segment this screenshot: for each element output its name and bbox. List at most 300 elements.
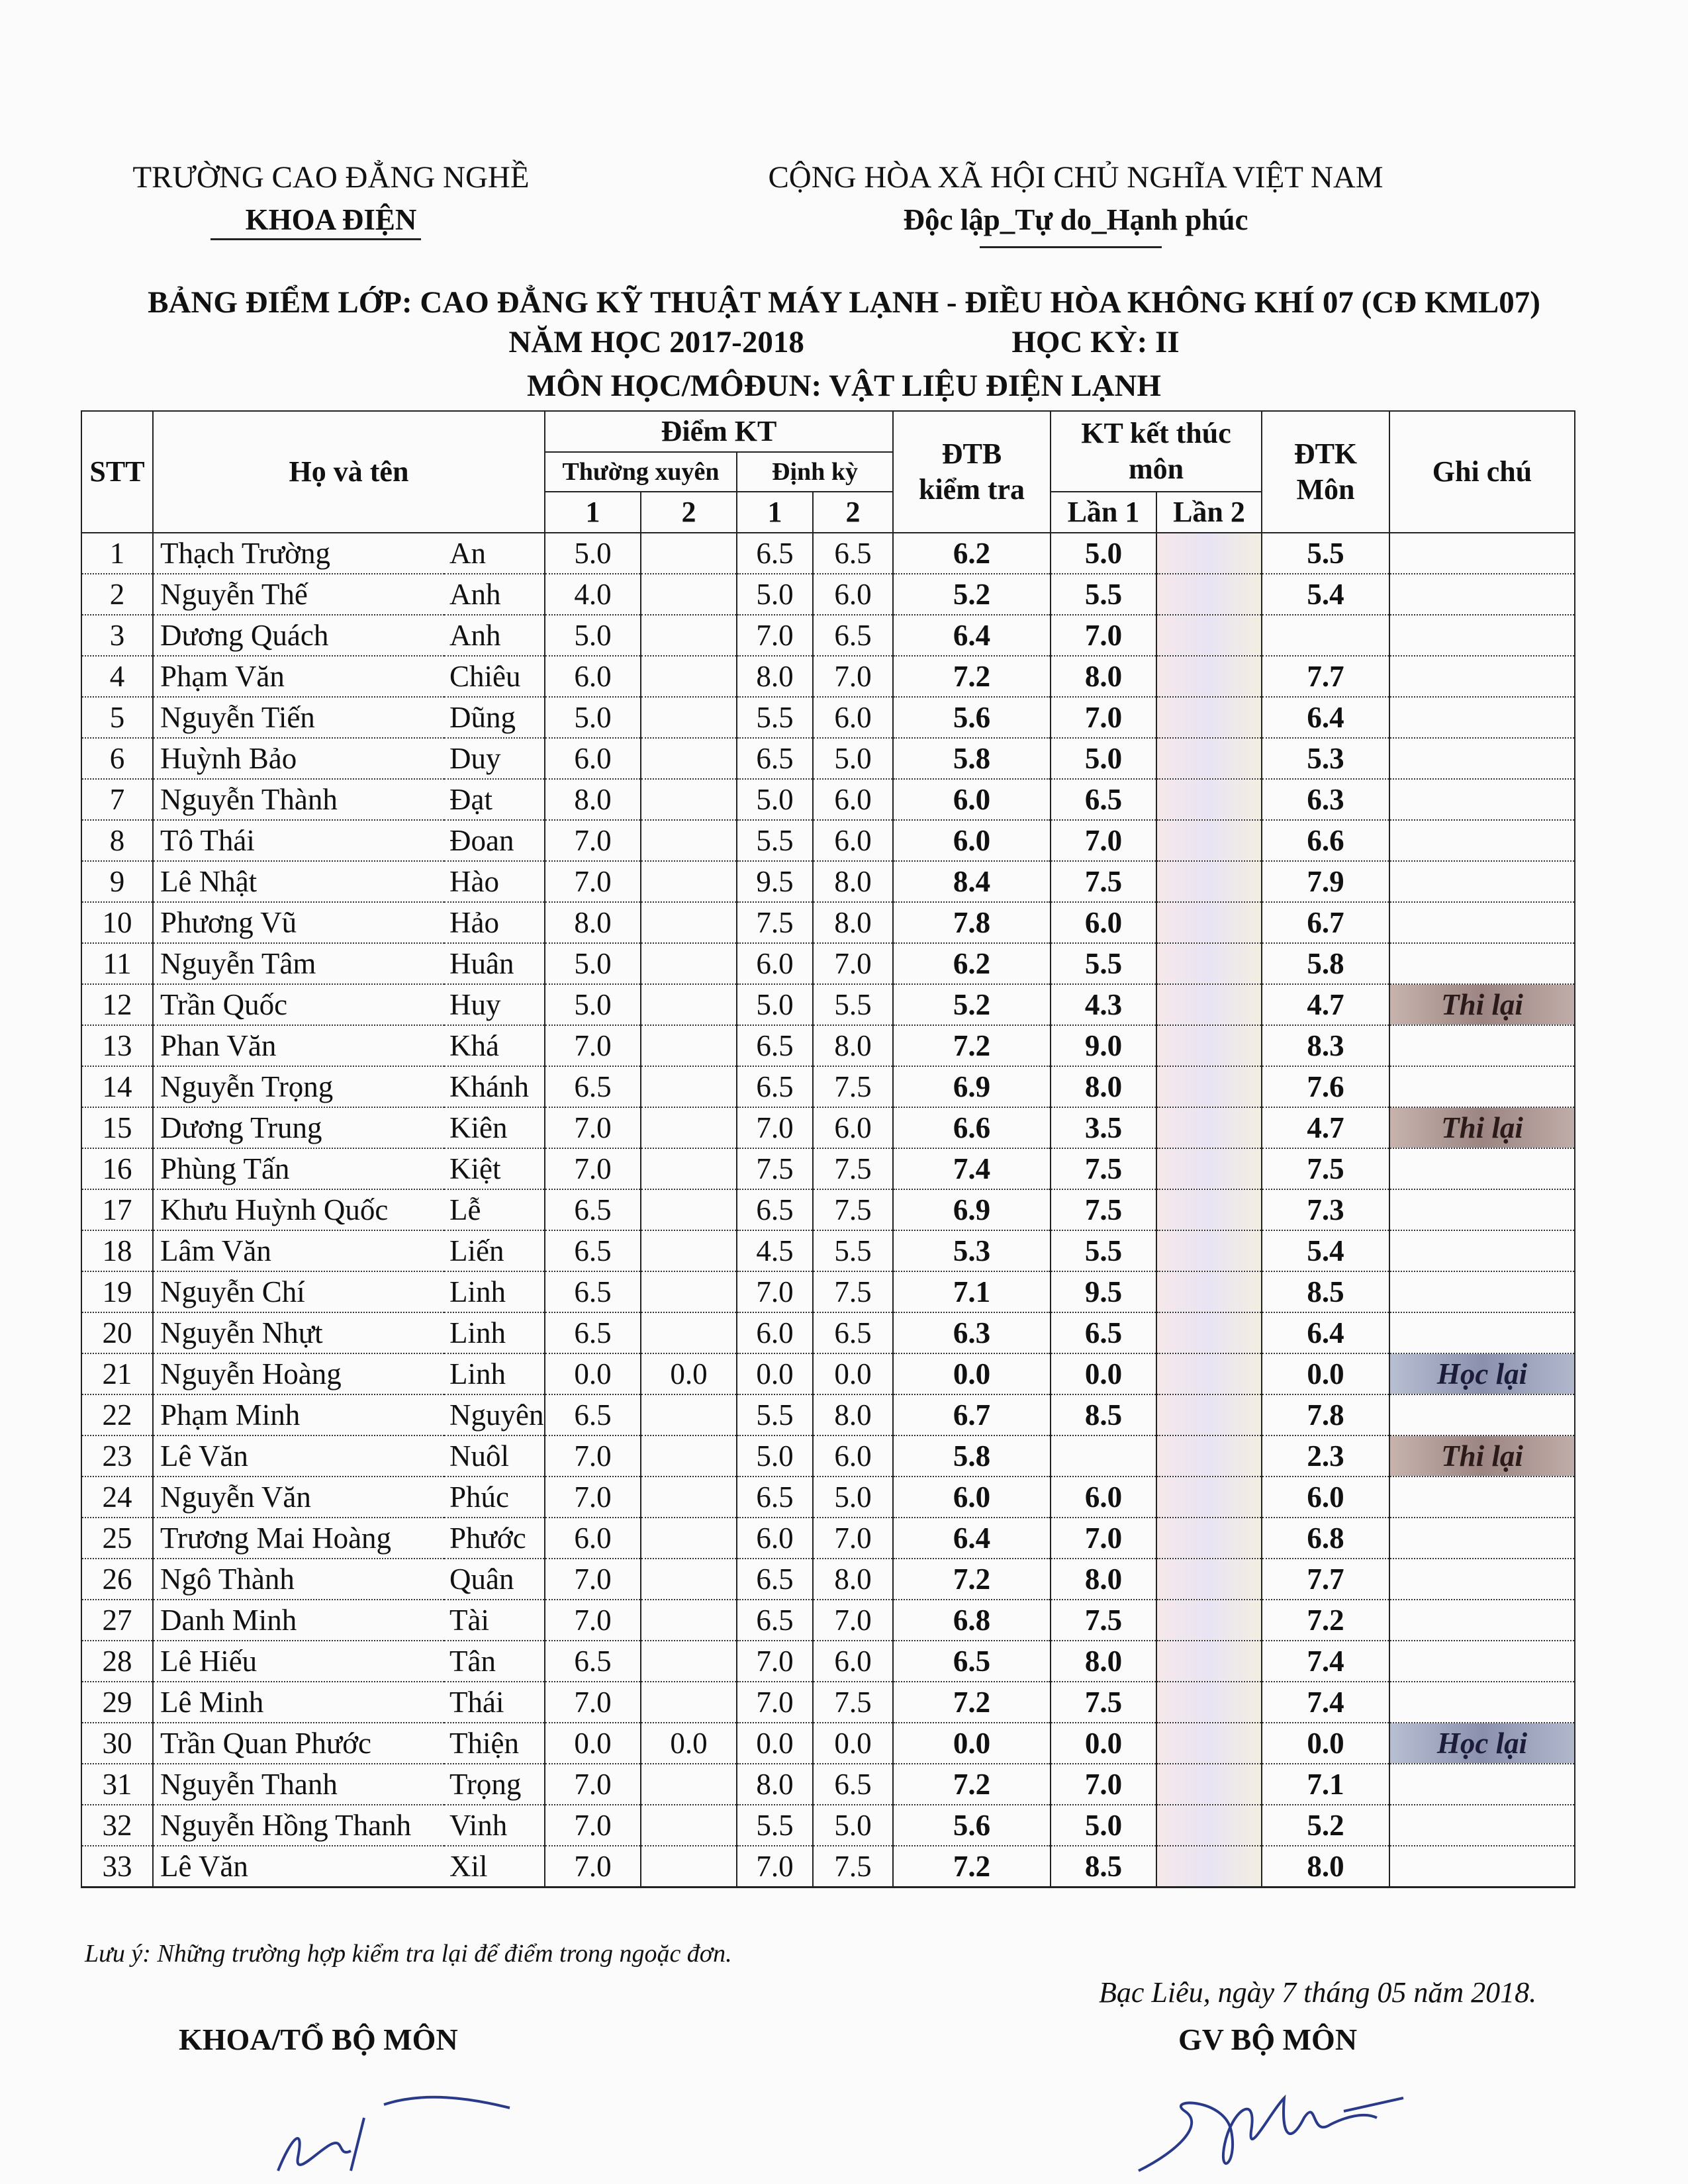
school-year: NĂM HỌC 2017-2018 xyxy=(508,325,804,359)
table-row xyxy=(81,656,1575,697)
cell-note xyxy=(1389,533,1575,574)
cell-dtk: 7.8 xyxy=(1262,1394,1389,1435)
cell-dtb: 7.2 xyxy=(893,1682,1051,1723)
cell-lan-1: 7.5 xyxy=(1051,1189,1156,1230)
left-signature xyxy=(252,2078,583,2184)
cell-given-name: Dũng xyxy=(444,697,545,738)
cell-dtb: 7.4 xyxy=(893,1148,1051,1189)
cell-dk-1: 4.5 xyxy=(737,1230,813,1271)
cell-stt: 22 xyxy=(81,1394,153,1435)
cell-dtb: 6.3 xyxy=(893,1312,1051,1353)
cell-dk-2: 7.5 xyxy=(813,1271,893,1312)
table-row xyxy=(81,1394,1575,1435)
cell-surname: Tô Thái xyxy=(153,820,444,861)
cell-tx-2 xyxy=(641,861,737,902)
cell-dtb: 6.4 xyxy=(893,615,1051,656)
cell-dtk: 6.6 xyxy=(1262,820,1389,861)
cell-lan-2 xyxy=(1156,1600,1262,1641)
cell-surname: Trần Quan Phước xyxy=(153,1723,444,1764)
cell-dk-2: 6.0 xyxy=(813,697,893,738)
cell-dtk: 7.3 xyxy=(1262,1189,1389,1230)
header-name: Họ và tên xyxy=(153,411,545,533)
cell-dtb: 7.1 xyxy=(893,1271,1051,1312)
cell-stt: 17 xyxy=(81,1189,153,1230)
cell-given-name: Liến xyxy=(444,1230,545,1271)
cell-surname: Nguyễn Thanh xyxy=(153,1764,444,1805)
cell-tx-1: 6.5 xyxy=(545,1394,641,1435)
cell-given-name: Lễ xyxy=(444,1189,545,1230)
cell-tx-2 xyxy=(641,1559,737,1600)
cell-dtb: 6.8 xyxy=(893,1600,1051,1641)
republic-name: CỘNG HÒA XÃ HỘI CHỦ NGHĨA VIỆT NAM xyxy=(768,160,1383,195)
cell-dk-2: 6.5 xyxy=(813,1764,893,1805)
cell-dk-1: 5.0 xyxy=(737,574,813,615)
cell-lan-2 xyxy=(1156,1353,1262,1394)
cell-stt: 13 xyxy=(81,1025,153,1066)
cell-tx-2 xyxy=(641,656,737,697)
cell-lan-1: 7.5 xyxy=(1051,1148,1156,1189)
cell-tx-2 xyxy=(641,943,737,984)
cell-lan-2 xyxy=(1156,820,1262,861)
header-kt-ket-thuc xyxy=(1051,411,1262,492)
cell-dtb: 5.6 xyxy=(893,1805,1051,1846)
cell-given-name: Quân xyxy=(444,1559,545,1600)
table-row xyxy=(81,1600,1575,1641)
cell-stt: 5 xyxy=(81,697,153,738)
cell-tx-1: 7.0 xyxy=(545,1682,641,1723)
cell-dk-1: 6.5 xyxy=(737,1477,813,1518)
cell-lan-1: 6.0 xyxy=(1051,1477,1156,1518)
header-dinh-ky: Định kỳ xyxy=(737,452,893,492)
cell-tx-1: 8.0 xyxy=(545,902,641,943)
cell-tx-2 xyxy=(641,779,737,820)
header-dtb-line2: kiểm tra xyxy=(918,473,1025,506)
cell-tx-2 xyxy=(641,1641,737,1682)
cell-tx-1: 6.0 xyxy=(545,738,641,779)
cell-dk-1: 6.5 xyxy=(737,738,813,779)
cell-lan-2 xyxy=(1156,779,1262,820)
cell-lan-2 xyxy=(1156,1518,1262,1559)
cell-note xyxy=(1389,656,1575,697)
table-row xyxy=(81,1271,1575,1312)
cell-stt: 25 xyxy=(81,1518,153,1559)
semester: HỌC KỲ: II xyxy=(1011,325,1180,359)
cell-dtk: 2.3 xyxy=(1262,1435,1389,1477)
cell-lan-1 xyxy=(1051,1435,1156,1477)
table-row xyxy=(81,943,1575,984)
header-lan-1: Lần 1 xyxy=(1051,492,1156,533)
cell-surname: Lê Minh xyxy=(153,1682,444,1723)
cell-dk-2: 5.5 xyxy=(813,984,893,1025)
cell-dk-2: 6.0 xyxy=(813,1107,893,1148)
cell-dk-1: 6.0 xyxy=(737,943,813,984)
cell-note: Thi lại xyxy=(1389,1435,1575,1477)
cell-dk-1: 7.0 xyxy=(737,1107,813,1148)
cell-note xyxy=(1389,1271,1575,1312)
cell-surname: Nguyễn Trọng xyxy=(153,1066,444,1107)
cell-given-name: Tân xyxy=(444,1641,545,1682)
cell-lan-2 xyxy=(1156,1066,1262,1107)
cell-surname: Trần Quốc xyxy=(153,984,444,1025)
cell-note xyxy=(1389,820,1575,861)
cell-tx-1: 6.5 xyxy=(545,1066,641,1107)
cell-tx-2: 0.0 xyxy=(641,1353,737,1394)
cell-lan-1: 8.5 xyxy=(1051,1846,1156,1888)
cell-dtb: 5.2 xyxy=(893,574,1051,615)
cell-dk-2: 0.0 xyxy=(813,1723,893,1764)
cell-dtb: 0.0 xyxy=(893,1353,1051,1394)
cell-dk-1: 5.5 xyxy=(737,1394,813,1435)
cell-dtb: 6.6 xyxy=(893,1107,1051,1148)
cell-dk-1: 8.0 xyxy=(737,656,813,697)
cell-dk-1: 0.0 xyxy=(737,1723,813,1764)
cell-given-name: Thiện xyxy=(444,1723,545,1764)
cell-stt: 16 xyxy=(81,1148,153,1189)
cell-tx-1: 7.0 xyxy=(545,1148,641,1189)
cell-dk-2: 6.0 xyxy=(813,1641,893,1682)
cell-given-name: Xil xyxy=(444,1846,545,1888)
table-row xyxy=(81,1518,1575,1559)
cell-lan-2 xyxy=(1156,861,1262,902)
cell-dtk: 6.0 xyxy=(1262,1477,1389,1518)
cell-dtk: 6.4 xyxy=(1262,697,1389,738)
cell-tx-2 xyxy=(641,1394,737,1435)
cell-dk-1: 6.5 xyxy=(737,1600,813,1641)
cell-dtk: 8.0 xyxy=(1262,1846,1389,1888)
cell-lan-1: 7.5 xyxy=(1051,861,1156,902)
cell-stt: 32 xyxy=(81,1805,153,1846)
cell-dk-2: 8.0 xyxy=(813,1025,893,1066)
cell-dtb: 6.0 xyxy=(893,1477,1051,1518)
cell-dtk: 6.3 xyxy=(1262,779,1389,820)
cell-stt: 29 xyxy=(81,1682,153,1723)
header-dtk-line2: Môn xyxy=(1296,473,1355,506)
cell-given-name: Linh xyxy=(444,1271,545,1312)
cell-dtk: 7.4 xyxy=(1262,1641,1389,1682)
cell-lan-1: 7.5 xyxy=(1051,1682,1156,1723)
cell-surname: Khưu Huỳnh Quốc xyxy=(153,1189,444,1230)
cell-dk-2: 7.0 xyxy=(813,943,893,984)
cell-dk-1: 5.0 xyxy=(737,779,813,820)
cell-dk-1: 0.0 xyxy=(737,1353,813,1394)
cell-surname: Lê Văn xyxy=(153,1435,444,1477)
cell-surname: Thạch Trường xyxy=(153,533,444,574)
cell-lan-1: 5.5 xyxy=(1051,943,1156,984)
cell-lan-2 xyxy=(1156,1641,1262,1682)
cell-lan-1: 6.5 xyxy=(1051,779,1156,820)
cell-lan-1: 5.5 xyxy=(1051,574,1156,615)
cell-dtk: 7.2 xyxy=(1262,1600,1389,1641)
cell-surname: Phương Vũ xyxy=(153,902,444,943)
cell-tx-2 xyxy=(641,1764,737,1805)
cell-tx-1: 7.0 xyxy=(545,1477,641,1518)
cell-lan-1: 6.5 xyxy=(1051,1312,1156,1353)
cell-tx-2 xyxy=(641,533,737,574)
cell-lan-2 xyxy=(1156,697,1262,738)
cell-dk-1: 5.0 xyxy=(737,1435,813,1477)
cell-lan-1: 6.0 xyxy=(1051,902,1156,943)
cell-surname: Phạm Văn xyxy=(153,656,444,697)
cell-tx-1: 6.5 xyxy=(545,1230,641,1271)
cell-given-name: Chiêu xyxy=(444,656,545,697)
cell-tx-1: 7.0 xyxy=(545,1025,641,1066)
table-row xyxy=(81,1066,1575,1107)
cell-surname: Nguyễn Tiến xyxy=(153,697,444,738)
cell-tx-2 xyxy=(641,697,737,738)
cell-tx-2 xyxy=(641,1477,737,1518)
cell-lan-2 xyxy=(1156,1394,1262,1435)
cell-lan-1: 8.0 xyxy=(1051,1066,1156,1107)
cell-dk-1: 7.5 xyxy=(737,902,813,943)
cell-given-name: Đạt xyxy=(444,779,545,820)
cell-note: Học lại xyxy=(1389,1353,1575,1394)
cell-tx-2 xyxy=(641,1600,737,1641)
cell-dk-2: 6.5 xyxy=(813,1312,893,1353)
cell-dtk: 4.7 xyxy=(1262,1107,1389,1148)
cell-note xyxy=(1389,1682,1575,1723)
cell-tx-1: 7.0 xyxy=(545,1107,641,1148)
cell-given-name: Huy xyxy=(444,984,545,1025)
cell-lan-1: 8.0 xyxy=(1051,1559,1156,1600)
cell-dtb: 0.0 xyxy=(893,1723,1051,1764)
cell-tx-1: 5.0 xyxy=(545,943,641,984)
cell-given-name: Thái xyxy=(444,1682,545,1723)
cell-tx-2 xyxy=(641,1066,737,1107)
cell-dk-2: 5.0 xyxy=(813,738,893,779)
cell-given-name: Tài xyxy=(444,1600,545,1641)
cell-lan-2 xyxy=(1156,1148,1262,1189)
table-row xyxy=(81,902,1575,943)
cell-surname: Trương Mai Hoàng xyxy=(153,1518,444,1559)
cell-stt: 21 xyxy=(81,1353,153,1394)
cell-given-name: Kiên xyxy=(444,1107,545,1148)
cell-dk-2: 8.0 xyxy=(813,1559,893,1600)
cell-dtb: 5.3 xyxy=(893,1230,1051,1271)
cell-surname: Phùng Tấn xyxy=(153,1148,444,1189)
table-row xyxy=(81,1148,1575,1189)
national-header xyxy=(728,156,1423,241)
table-row xyxy=(81,1764,1575,1805)
cell-dk-2: 5.0 xyxy=(813,1477,893,1518)
cell-dtb: 5.8 xyxy=(893,1435,1051,1477)
header-tx-2: 2 xyxy=(641,492,737,533)
cell-tx-1: 8.0 xyxy=(545,779,641,820)
header-kt-line1: KT kết thúc xyxy=(1081,417,1231,449)
cell-given-name: Hào xyxy=(444,861,545,902)
cell-stt: 14 xyxy=(81,1066,153,1107)
cell-surname: Lê Văn xyxy=(153,1846,444,1888)
cell-stt: 11 xyxy=(81,943,153,984)
cell-tx-2 xyxy=(641,1846,737,1888)
cell-stt: 33 xyxy=(81,1846,153,1888)
cell-surname: Nguyễn Hồng Thanh xyxy=(153,1805,444,1846)
cell-surname: Ngô Thành xyxy=(153,1559,444,1600)
table-header xyxy=(81,411,1575,533)
cell-note xyxy=(1389,943,1575,984)
cell-note xyxy=(1389,615,1575,656)
cell-stt: 4 xyxy=(81,656,153,697)
cell-lan-1: 0.0 xyxy=(1051,1723,1156,1764)
cell-lan-2 xyxy=(1156,902,1262,943)
cell-tx-2 xyxy=(641,1230,737,1271)
cell-surname: Phan Văn xyxy=(153,1025,444,1066)
cell-dtk: 6.7 xyxy=(1262,902,1389,943)
cell-given-name: Nguyên xyxy=(444,1394,545,1435)
table-row xyxy=(81,1189,1575,1230)
cell-dk-1: 6.5 xyxy=(737,1189,813,1230)
cell-dtb: 6.5 xyxy=(893,1641,1051,1682)
cell-lan-2 xyxy=(1156,738,1262,779)
cell-dtk: 5.3 xyxy=(1262,738,1389,779)
department-underline xyxy=(211,238,421,240)
cell-dtb: 7.2 xyxy=(893,1025,1051,1066)
school-header xyxy=(79,156,583,241)
cell-dtb: 8.4 xyxy=(893,861,1051,902)
cell-lan-1: 5.0 xyxy=(1051,738,1156,779)
cell-dtk: 5.5 xyxy=(1262,533,1389,574)
cell-surname: Nguyễn Nhựt xyxy=(153,1312,444,1353)
cell-tx-2 xyxy=(641,1025,737,1066)
cell-given-name: Phước xyxy=(444,1518,545,1559)
cell-dtk: 0.0 xyxy=(1262,1353,1389,1394)
cell-given-name: An xyxy=(444,533,545,574)
cell-note xyxy=(1389,1477,1575,1518)
cell-given-name: Khá xyxy=(444,1025,545,1066)
cell-tx-1: 7.0 xyxy=(545,1435,641,1477)
cell-tx-2 xyxy=(641,1805,737,1846)
cell-given-name: Nuôl xyxy=(444,1435,545,1477)
cell-dk-1: 5.5 xyxy=(737,820,813,861)
cell-stt: 3 xyxy=(81,615,153,656)
cell-dtk: 5.2 xyxy=(1262,1805,1389,1846)
cell-note xyxy=(1389,1312,1575,1353)
cell-dk-2: 7.0 xyxy=(813,1518,893,1559)
cell-lan-2 xyxy=(1156,984,1262,1025)
cell-given-name: Anh xyxy=(444,574,545,615)
cell-note xyxy=(1389,1148,1575,1189)
cell-lan-1: 4.3 xyxy=(1051,984,1156,1025)
cell-lan-2 xyxy=(1156,615,1262,656)
cell-dk-2: 7.0 xyxy=(813,656,893,697)
table-row xyxy=(81,1846,1575,1888)
cell-lan-2 xyxy=(1156,943,1262,984)
cell-given-name: Trọng xyxy=(444,1764,545,1805)
cell-lan-1: 8.5 xyxy=(1051,1394,1156,1435)
table-row xyxy=(81,1477,1575,1518)
cell-given-name: Đoan xyxy=(444,820,545,861)
cell-tx-2: 0.0 xyxy=(641,1723,737,1764)
cell-lan-2 xyxy=(1156,1805,1262,1846)
cell-dtb: 6.0 xyxy=(893,779,1051,820)
cell-lan-1: 7.5 xyxy=(1051,1600,1156,1641)
cell-lan-1: 8.0 xyxy=(1051,656,1156,697)
cell-lan-1: 9.5 xyxy=(1051,1271,1156,1312)
header-diem-kt: Điểm KT xyxy=(545,411,893,452)
cell-stt: 1 xyxy=(81,533,153,574)
cell-dtk: 7.6 xyxy=(1262,1066,1389,1107)
cell-given-name: Huân xyxy=(444,943,545,984)
table-row xyxy=(81,697,1575,738)
cell-tx-1: 7.0 xyxy=(545,861,641,902)
cell-note xyxy=(1389,1600,1575,1641)
cell-tx-1: 4.0 xyxy=(545,574,641,615)
cell-dk-1: 7.0 xyxy=(737,1271,813,1312)
header-lan-2: Lần 2 xyxy=(1156,492,1262,533)
cell-dtb: 6.9 xyxy=(893,1189,1051,1230)
table-row xyxy=(81,615,1575,656)
cell-dk-2: 6.0 xyxy=(813,574,893,615)
cell-dk-1: 7.5 xyxy=(737,1148,813,1189)
cell-tx-1: 0.0 xyxy=(545,1353,641,1394)
cell-dtk: 7.7 xyxy=(1262,1559,1389,1600)
cell-lan-2 xyxy=(1156,1271,1262,1312)
cell-dk-1: 5.0 xyxy=(737,984,813,1025)
cell-tx-2 xyxy=(641,615,737,656)
cell-tx-2 xyxy=(641,1682,737,1723)
cell-surname: Lê Hiếu xyxy=(153,1641,444,1682)
cell-tx-1: 0.0 xyxy=(545,1723,641,1764)
cell-surname: Nguyễn Văn xyxy=(153,1477,444,1518)
cell-lan-1: 5.0 xyxy=(1051,1805,1156,1846)
cell-tx-2 xyxy=(641,902,737,943)
table-row xyxy=(81,1107,1575,1148)
cell-stt: 18 xyxy=(81,1230,153,1271)
cell-dtb: 5.6 xyxy=(893,697,1051,738)
cell-dk-2: 7.5 xyxy=(813,1846,893,1888)
cell-dk-1: 7.0 xyxy=(737,1846,813,1888)
cell-dtk: 7.9 xyxy=(1262,861,1389,902)
cell-dtk: 8.3 xyxy=(1262,1025,1389,1066)
cell-dtk: 7.5 xyxy=(1262,1148,1389,1189)
cell-surname: Dương Quách xyxy=(153,615,444,656)
cell-note xyxy=(1389,861,1575,902)
table-row xyxy=(81,1230,1575,1271)
cell-dtb: 7.2 xyxy=(893,1846,1051,1888)
table-row xyxy=(81,1025,1575,1066)
cell-stt: 6 xyxy=(81,738,153,779)
cell-stt: 8 xyxy=(81,820,153,861)
right-signature xyxy=(1125,2071,1496,2184)
document-title: BẢNG ĐIỂM LỚP: CAO ĐẲNG KỸ THUẬT MÁY LẠNH - ĐIỀU HÒA KHÔNG KHÍ 07 (CĐ KML07) xyxy=(148,285,1540,320)
cell-dk-1: 6.0 xyxy=(737,1312,813,1353)
table-row xyxy=(81,984,1575,1025)
cell-tx-2 xyxy=(641,1271,737,1312)
cell-tx-2 xyxy=(641,984,737,1025)
cell-note xyxy=(1389,902,1575,943)
cell-given-name: Duy xyxy=(444,738,545,779)
cell-lan-2 xyxy=(1156,1723,1262,1764)
cell-note xyxy=(1389,1025,1575,1066)
cell-dk-1: 5.5 xyxy=(737,1805,813,1846)
cell-dtb: 7.2 xyxy=(893,656,1051,697)
cell-dtk: 0.0 xyxy=(1262,1723,1389,1764)
header-dk-2: 2 xyxy=(813,492,893,533)
cell-lan-1: 9.0 xyxy=(1051,1025,1156,1066)
cell-given-name: Linh xyxy=(444,1312,545,1353)
cell-stt: 28 xyxy=(81,1641,153,1682)
cell-dk-1: 5.5 xyxy=(737,697,813,738)
cell-tx-1: 7.0 xyxy=(545,1600,641,1641)
motto-underline xyxy=(980,246,1162,248)
cell-tx-1: 7.0 xyxy=(545,1559,641,1600)
cell-tx-1: 6.0 xyxy=(545,656,641,697)
cell-lan-1: 3.5 xyxy=(1051,1107,1156,1148)
cell-stt: 9 xyxy=(81,861,153,902)
cell-stt: 30 xyxy=(81,1723,153,1764)
cell-dk-1: 6.5 xyxy=(737,1066,813,1107)
cell-lan-2 xyxy=(1156,1230,1262,1271)
cell-stt: 20 xyxy=(81,1312,153,1353)
